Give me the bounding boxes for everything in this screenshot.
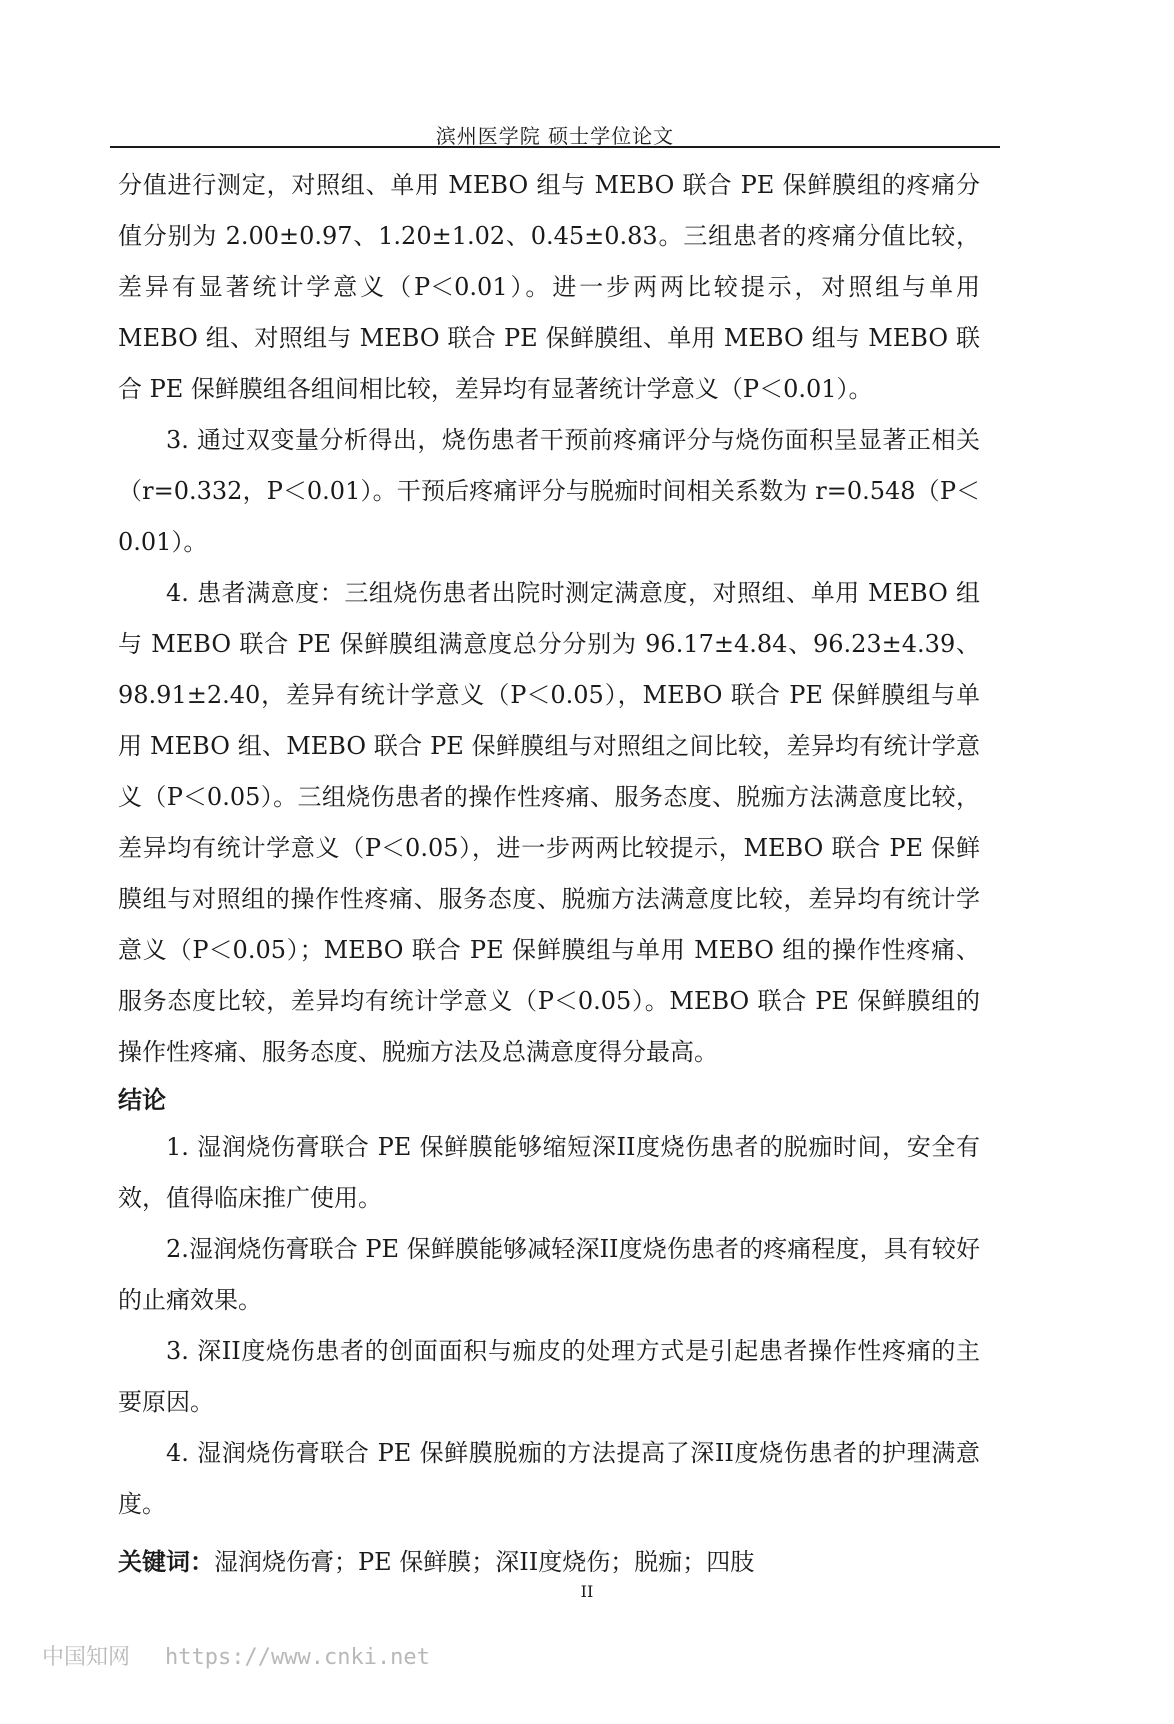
conclusion-item-3: 3. 深II度烧伤患者的创面面积与痂皮的处理方式是引起患者操作性疼痛的主要原因。 <box>118 1337 980 1416</box>
watermark-url: https://www.cnki.net <box>165 1645 430 1670</box>
conclusion-heading: 结论 <box>118 1085 166 1114</box>
body-paragraph-2: 3. 通过双变量分析得出，烧伤患者干预前疼痛评分与烧伤面积呈显著正相关（r=0.332，P＜0.01）。干预后疼痛评分与脱痂时间相关系数为 r=0.548（P＜0.01）。 <box>118 426 980 556</box>
conclusion-item-4: 4. 湿润烧伤膏联合 PE 保鲜膜脱痂的方法提高了深II度烧伤患者的护理满意度。 <box>118 1439 980 1518</box>
conclusion-item-2: 2.湿润烧伤膏联合 PE 保鲜膜能够减轻深II度烧伤患者的疼痛程度，具有较好的止痛效果。 <box>118 1235 980 1314</box>
body-paragraph-3: 4. 患者满意度：三组烧伤患者出院时测定满意度，对照组、单用 MEBO 组与 MEBO 联合 PE 保鲜膜组满意度总分分别为 96.17±4.84、96.23±4.39、98.91±2.40，差异有统计学意义（P＜0.05），MEBO 联合 PE 保鲜膜组与单用 MEBO 组、MEBO 联合 PE 保鲜膜组与对照组之间比较，差异均有统计学意义（P＜0.05）。三组烧伤患者的操作性疼痛、服务态度、脱痂方法满意度比较，差异均有统计学意义（P＜0.05），进一步两两比较提示，MEBO 联合 PE 保鲜膜组与对照组的操作性疼痛、服务态度、脱痂方法满意度比较，差异均有统计学意义（P＜0.05）；MEBO 联合 PE 保鲜膜组与单用 MEBO 组的操作性疼痛、服务态度比较，差异均有统计学意义（P＜0.05）。MEBO 联合 PE 保鲜膜组的操作性疼痛、服务态度、脱痂方法及总满意度得分最高。 <box>118 579 980 1066</box>
running-header: 滨州医学院 硕士学位论文 <box>435 124 675 148</box>
header-rule <box>110 146 1000 148</box>
body-paragraph-1: 分值进行测定，对照组、单用 MEBO 组与 MEBO 联合 PE 保鲜膜组的疼痛分值分别为 2.00±0.97、1.20±1.02、0.45±0.83。三组患者的疼痛分值比较，差异有显著统计学意义（P＜0.01）。进一步两两比较提示，对照组与单用 MEBO 组、对照组与 MEBO 联合 PE 保鲜膜组、单用 MEBO 组与 MEBO 联合 PE 保鲜膜组各组间相比较，差异均有显著统计学意义（P＜0.01）。 <box>118 171 980 403</box>
keywords-label: 关键词： <box>118 1547 214 1576</box>
keywords-line <box>118 1536 980 1588</box>
page-number: II <box>580 1582 594 1601</box>
conclusion-item-1: 1. 湿润烧伤膏联合 PE 保鲜膜能够缩短深II度烧伤患者的脱痂时间，安全有效，值得临床推广使用。 <box>118 1133 980 1212</box>
body-text <box>118 160 980 1588</box>
watermark <box>42 1640 430 1671</box>
watermark-site-name: 中国知网 <box>42 1645 131 1670</box>
keywords-text: 湿润烧伤膏；PE 保鲜膜；深II度烧伤；脱痂；四肢 <box>214 1548 755 1576</box>
